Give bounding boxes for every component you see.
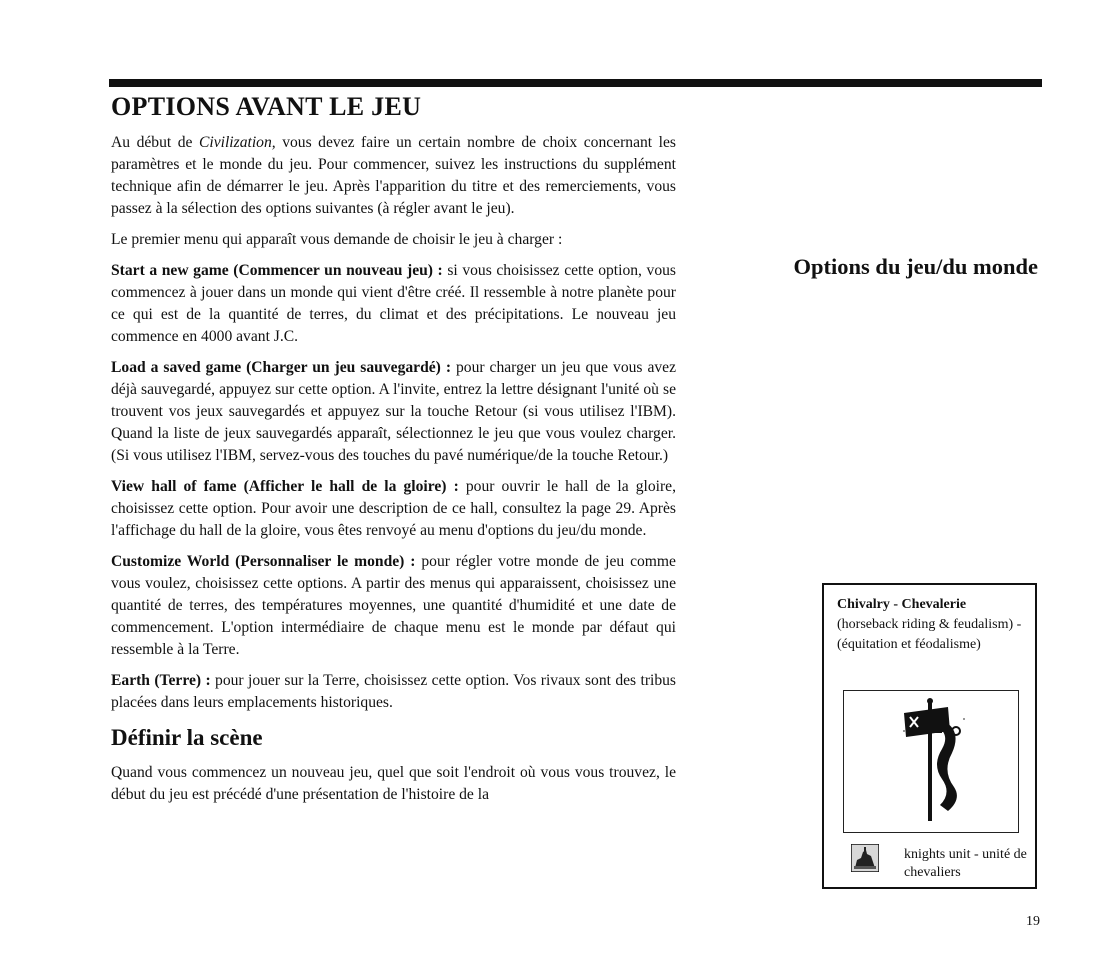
section-title: OPTIONS AVANT LE JEU <box>111 92 422 121</box>
chivalry-sidebox <box>822 583 1037 889</box>
option-load-saved-game <box>111 357 676 467</box>
intro-text-end: vous devez faire un certain nombre de choix concernant les paramètres et le monde du jeu. Pour commencer, suivez les instructions du supplément technique afin de démarrer le jeu. Après l'apparition du titre et des remerciements, vous passez à la sélection des options suivantes (à régler avant le jeu). <box>111 134 676 217</box>
option-text: pour charger un jeu que vous avez déjà sauvegardé, appuyez sur cette option. A l'invite, entrez la lettre désignant l'unité où se trouvent vos jeux sauvegardés et appuyez sur la touche Retour (si vous utilisez l'IBM). Quand la liste de jeux sauvegardés apparaît, sélectionnez le jeu que vous voulez charger. (Si vous utilisez l'IBM, servez-vous des touches du pavé numérique/de la touche Retour.) <box>111 359 677 464</box>
option-earth <box>111 670 676 714</box>
top-rule <box>109 79 1042 87</box>
main-column <box>111 132 676 815</box>
game-title: Civilization, <box>198 134 276 151</box>
option-text: pour jouer sur la Terre, choisissez cette option. Vos rivaux sont des tribus placées dans leurs emplacements historiques. <box>111 672 677 711</box>
option-text: pour régler votre monde de jeu comme vous voulez, choisissez cette options. A partir des menus qui apparaissent, choisissez une quantité de terres, des températures moyennes, une quantité d'humidité et une date de commencement. L'option intermédiaire de chaque menu est le monde par défaut qui ressemble à la Terre. <box>111 553 676 658</box>
sword-with-banner-icon <box>844 691 1018 832</box>
option-start-new-game <box>111 260 676 348</box>
page-number: 19 <box>1026 914 1040 929</box>
option-term: Load a saved game (Charger un jeu sauvegardé) : <box>111 359 452 376</box>
option-term: Customize World (Personnaliser le monde) : <box>111 553 416 570</box>
option-term: View hall of fame (Afficher le hall de la gloire) : <box>111 478 459 495</box>
menu-intro-paragraph: Le premier menu qui apparaît vous demande de choisir le jeu à charger : <box>111 231 563 248</box>
intro-text-start: Au début de <box>111 134 199 151</box>
caption-title: Chivalry - Chevalerie <box>837 597 967 612</box>
sidebox-caption <box>837 595 1029 655</box>
unit-label: knights unit - unité de chevaliers <box>904 847 1027 880</box>
knights-unit-icon <box>851 844 879 872</box>
subheading: Définir la scène <box>111 725 263 750</box>
closing-paragraph: Quand vous commencez un nouveau jeu, quel que soit l'endroit où vous vous trouvez, le début du jeu est précédé d'une présentation de l'histoire de la <box>111 764 676 803</box>
intro-paragraph <box>111 132 676 220</box>
option-term: Start a new game (Commencer un nouveau jeu) : <box>111 262 443 279</box>
option-text: pour ouvrir le hall de la gloire, choisissez cette option. Pour avoir une description de ce hall, consultez la page 29. Après l'affichage du hall de la gloire, vous êtes renvoyé au menu d'options du jeu/du monde. <box>111 478 676 539</box>
option-text: si vous choisissez cette option, vous commencez à jouer dans un monde qui vient d'être créé. Il ressemble à notre planète pour ce qui est de la quantité de terres, du climat et des précipitations. Le nouveau jeu commence en 4000 avant J.C. <box>111 262 676 345</box>
option-customize-world <box>111 551 676 661</box>
sidebar-title: Options du jeu/du monde <box>793 254 1038 279</box>
option-term: Earth (Terre) : <box>111 672 211 689</box>
option-view-hall-of-fame <box>111 476 676 542</box>
caption-text: (horseback riding & feudalism) - (équitation et féodalisme) <box>837 617 1022 652</box>
chivalry-picture <box>843 690 1019 833</box>
